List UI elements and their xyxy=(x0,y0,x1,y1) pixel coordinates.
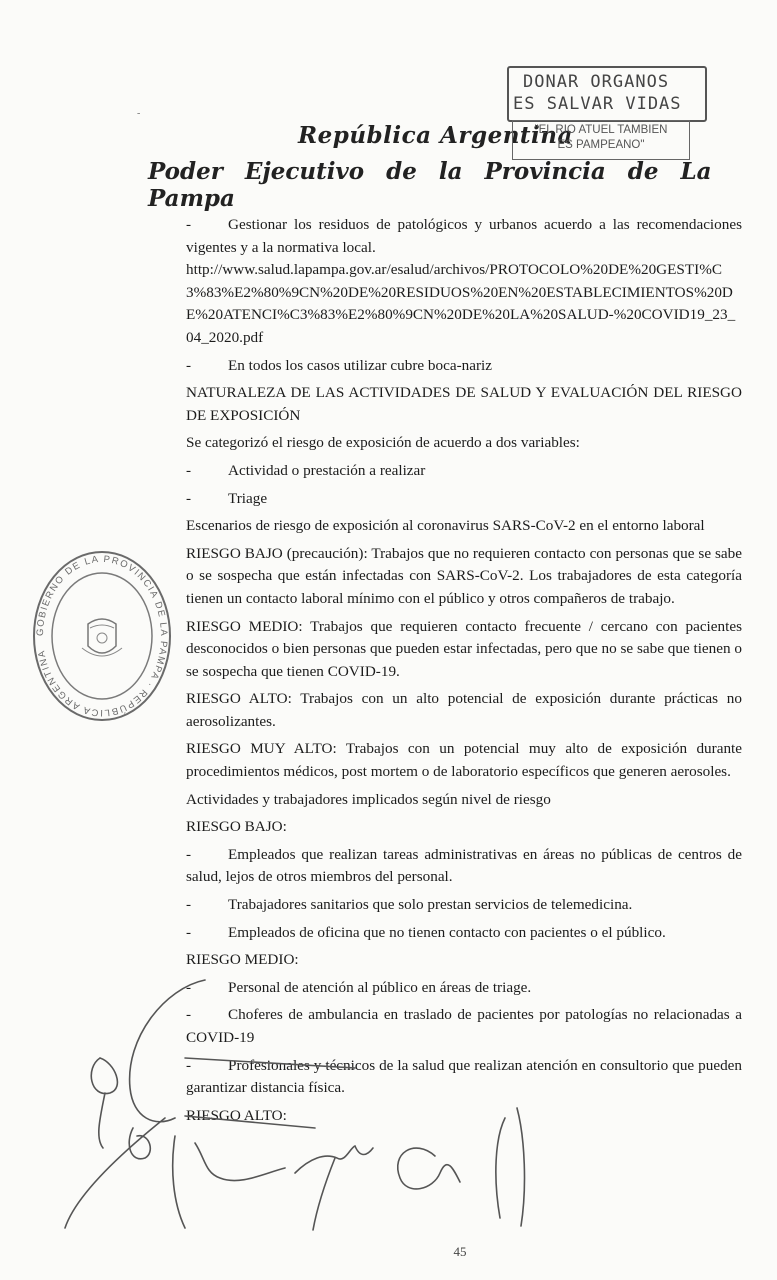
list-item: - Profesionales y técnicos de la salud que realizan atención en consultorio que pueden garantizar distancia física. xyxy=(186,1055,742,1100)
government-seal-icon xyxy=(30,548,175,724)
risk-heading: RIESGO MEDIO: xyxy=(186,951,299,969)
atuel-stamp-line-1: "EL RIO ATUEL TAMBIEN xyxy=(534,124,668,136)
list-item: - Personal de atención al público en áreas de triage. xyxy=(186,977,742,1000)
letterhead-country: República Argentina xyxy=(298,122,573,149)
paragraph: Se categorizó el riesgo de exposición de acuerdo a dos variables: xyxy=(186,434,580,452)
list-item: - Empleados que realizan tareas administrativas en áreas no públicas de centros de salud, lejos de otros miembros del personal. xyxy=(186,844,742,889)
risk-heading: RIESGO BAJO: xyxy=(186,818,287,836)
list-item: - En todos los casos utilizar cubre boca-nariz xyxy=(186,355,742,378)
list-item: - Trabajadores sanitarios que solo prestan servicios de telemedicina. xyxy=(186,894,742,917)
paragraph: RIESGO MUY ALTO: Trabajos con un potencial muy alto de exposición durante procedimientos médicos, post mortem o de laboratorio específicos que generen aerosoles. xyxy=(186,740,742,781)
letterhead-government: Poder Ejecutivo de la Provincia de La Pampa xyxy=(148,158,712,212)
protocol-link[interactable]: http://www.salud.lapampa.gov.ar/esalud/archivos/PROTOCOLO%20DE%20GESTI%C3%83%E2%80%9CN%20DE%20RESIDUOS%20EN%20ESTABLECIMIENTOS%20DE%20ATENCI%C3%83%E2%80%9CN%20DE%20LA%20SALUD-%20COVID19_23_04_2020.pdf xyxy=(186,261,736,346)
list-item: - Gestionar los residuos de patológicos y urbanos acuerdo a las recomendaciones vigentes y a la normativa local. xyxy=(186,214,742,259)
list-item: - Choferes de ambulancia en traslado de pacientes por patologías no relacionadas a COVID-19 xyxy=(186,1004,742,1049)
paragraph: Escenarios de riesgo de exposición al coronavirus SARS-CoV-2 en el entorno laboral xyxy=(186,517,705,535)
paragraph: RIESGO ALTO: Trabajos con un alto potencial de exposición durante prácticas no aerosolizantes. xyxy=(186,690,742,730)
list-item: - Triage xyxy=(186,488,742,511)
svg-text:GOBIERNO DE LA PROVINCIA DE LA: GOBIERNO DE LA PROVINCIA DE LA PAMPA · REPÚBLICA ARGENTINA xyxy=(34,553,170,719)
list-item: - Actividad o prestación a realizar xyxy=(186,460,742,483)
stamp-line-1: DONAR ORGANOS xyxy=(523,72,670,92)
paragraph: Actividades y trabajadores implicados según nivel de riesgo xyxy=(186,790,551,808)
list-item: - Empleados de oficina que no tienen contacto con pacientes o el público. xyxy=(186,922,742,945)
risk-heading: RIESGO ALTO: xyxy=(186,1106,287,1124)
paragraph: RIESGO MEDIO: Trabajos que requieren contacto frecuente / cercano con pacientes desconocidos o bien personas que pueden estar infectadas, pero que no se sabe que tienen o se sospecha que tienen COVID-19. xyxy=(186,617,742,680)
section-heading: NATURALEZA DE LAS ACTIVIDADES DE SALUD Y EVALUACIÓN DEL RIESGO DE EXPOSICIÓN xyxy=(186,384,742,424)
stamp-line-2: ES SALVAR VIDAS xyxy=(513,94,682,114)
paragraph: RIESGO BAJO (precaución): Trabajos que no requieren contacto con personas que se sabe o se sospecha que están infectadas con SARS-CoV-2. Los trabajadores de esta categoría tienen un contacto laboral mínimo con el público y otros compañeros de trabajo. xyxy=(186,544,742,607)
organ-donation-stamp xyxy=(507,66,707,122)
handwritten-signatures-icon xyxy=(55,968,575,1238)
atuel-stamp xyxy=(512,120,690,160)
atuel-stamp-line-2: ES PAMPEANO" xyxy=(557,139,645,151)
page-number: 45 xyxy=(453,1244,467,1259)
scan-mark: - xyxy=(137,108,141,119)
